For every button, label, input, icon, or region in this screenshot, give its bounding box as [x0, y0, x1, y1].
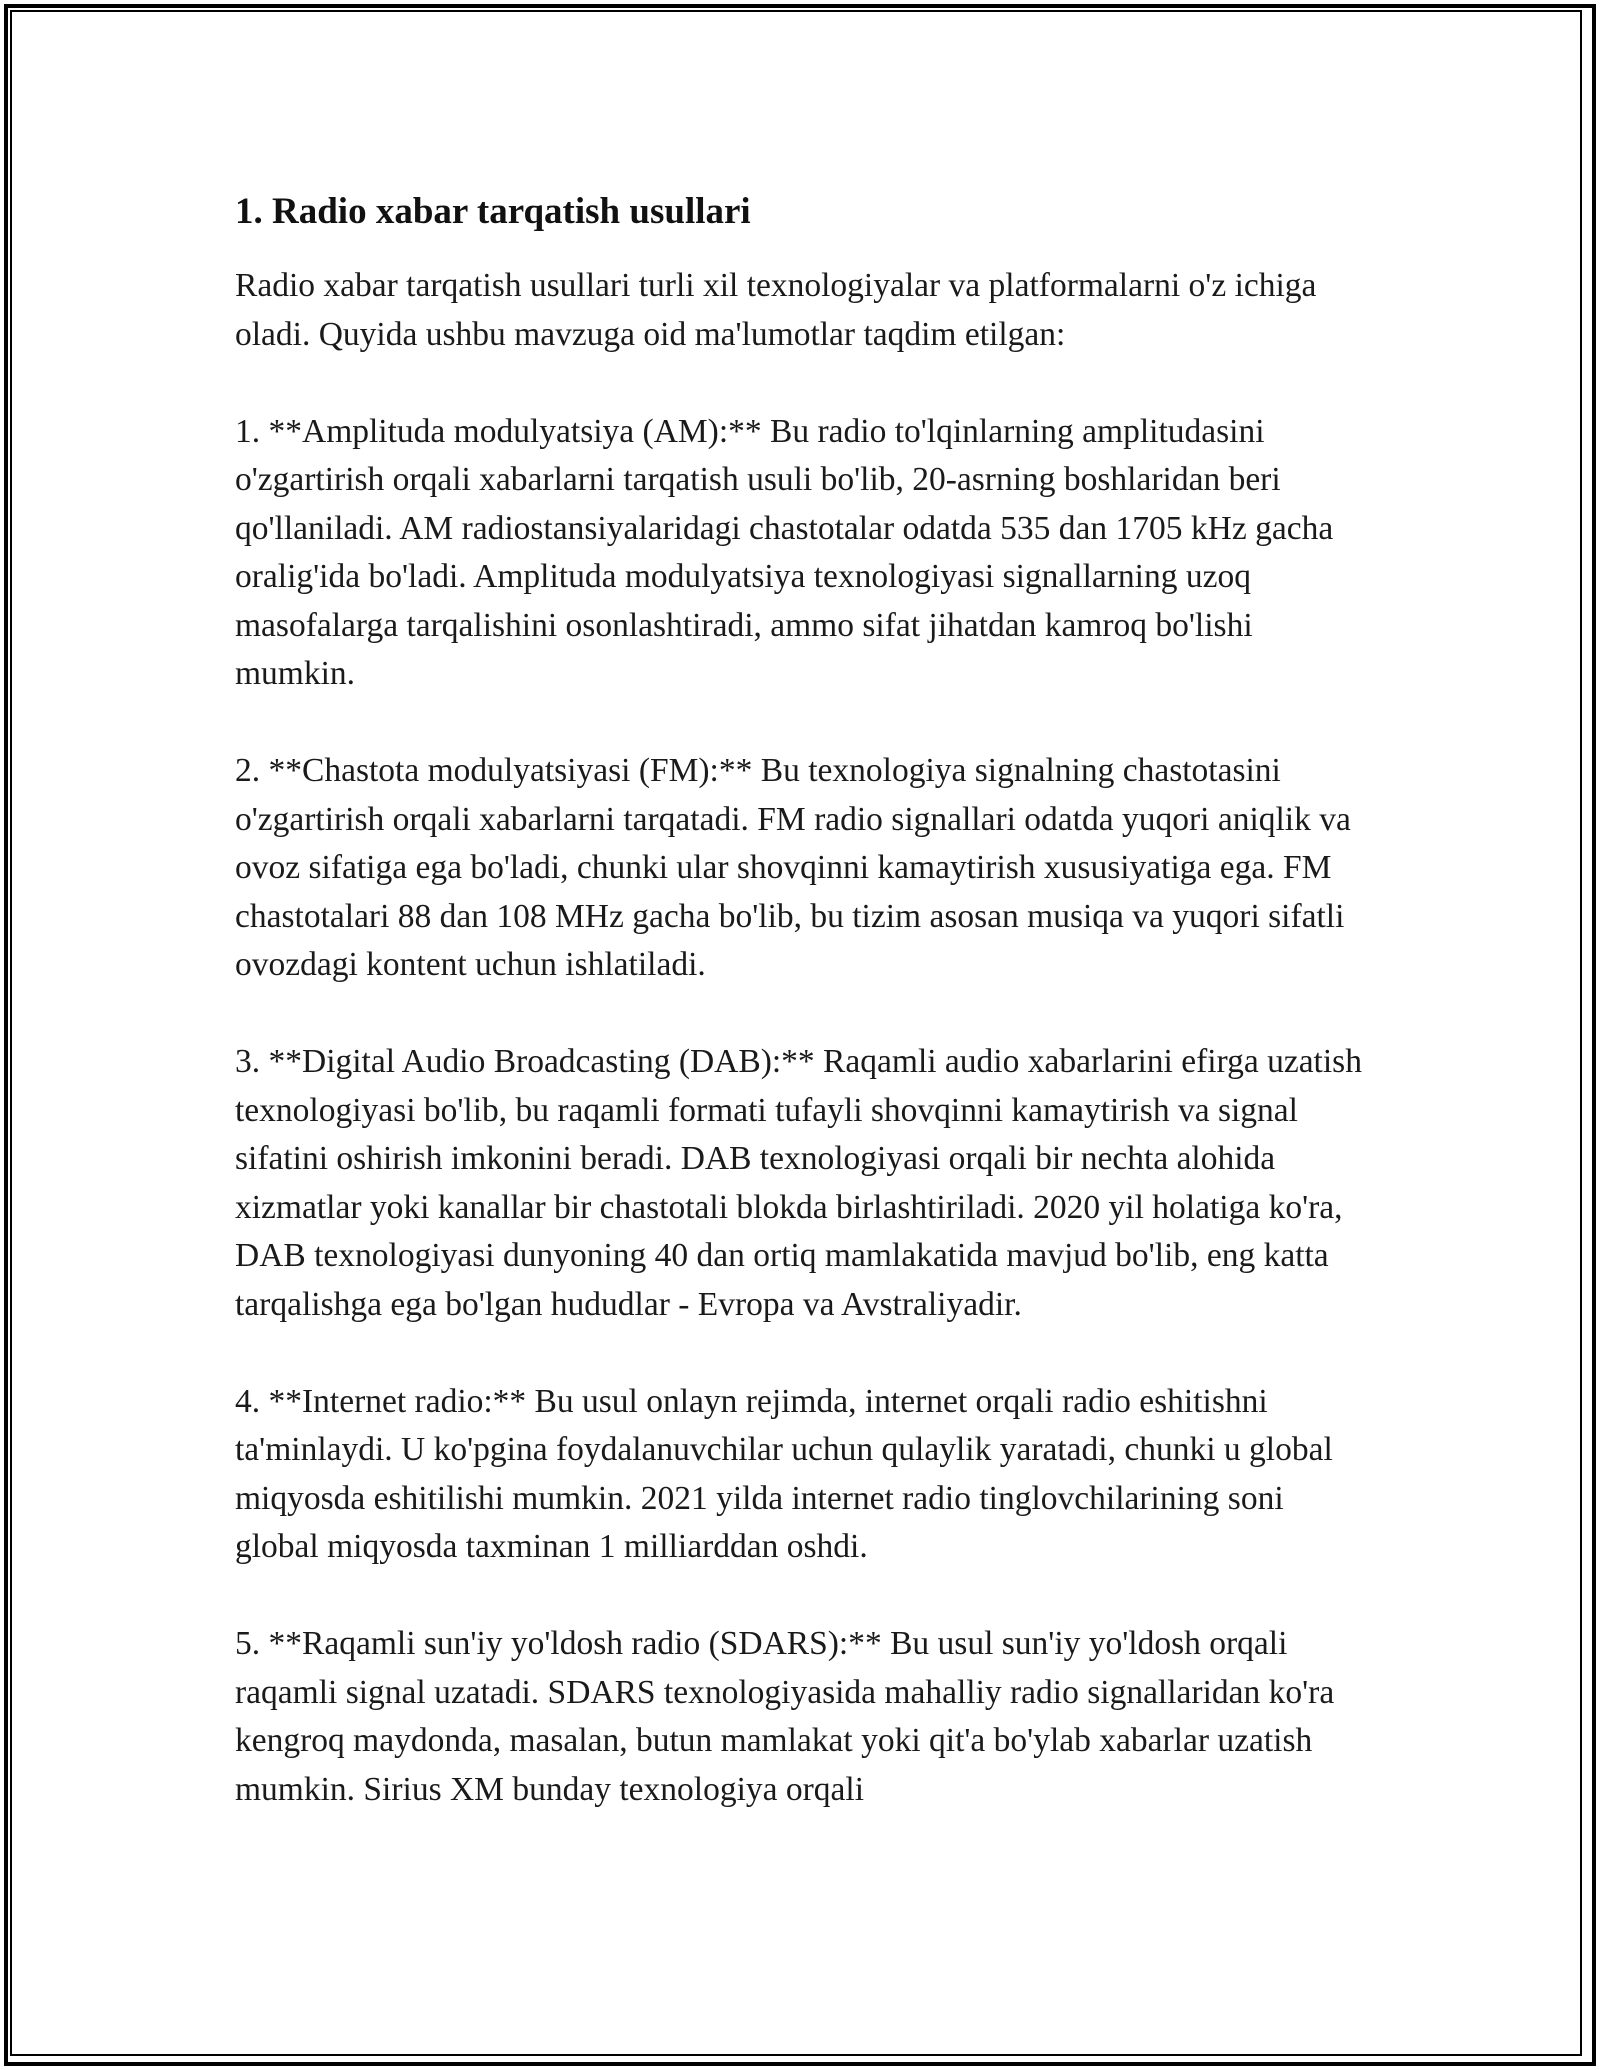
paragraph-am: 1. **Amplituda modulyatsiya (AM):** Bu radio to'lqinlarning amplitudasini o'zgartirish orqali xabarlarni tarqatish usuli bo'lib, 20-asrning boshlaridan beri qo'llaniladi. AM radiostansiyalaridagi chastotalar odatda 535 dan 1705 kHz gacha oralig'ida bo'ladi. Amplituda modulyatsiya texnologiyasi signallarning uzoq masofalarga tarqalishini osonlashtiradi, ammo sifat jihatdan kamroq bo'lishi mumkin.	[235, 412, 1334, 692]
paragraph-internet-radio: 4. **Internet radio:** Bu usul onlayn rejimda, internet orqali radio eshitishni ta'minlaydi. U ko'pgina foydalanuvchilar uchun qulaylik yaratadi, chunki u global miqyosda eshitilishi mumkin. 2021 yilda internet radio tinglovchilarining soni global miqyosda taxminan 1 milliarddan oshdi.	[235, 1382, 1333, 1565]
paragraph-sdars: 5. **Raqamli sun'iy yo'ldosh radio (SDARS):** Bu usul sun'iy yo'ldosh orqali raqamli signal uzatadi. SDARS texnologiyasida mahalliy radio signallaridan ko'ra kengroq maydonda, masalan, butun mamlakat yoki qit'a bo'ylab xabarlar uzatish mumkin. Sirius XM bunday texnologiya orqali	[235, 1625, 1335, 1808]
intro-paragraph: Radio xabar tarqatish usullari turli xil texnologiyalar va platformalarni o'z ichiga oladi. Quyida ushbu mavzuga oid ma'lumotlar taqdim etilgan:	[235, 267, 1317, 353]
document-body	[235, 188, 1375, 1814]
paragraph-dab: 3. **Digital Audio Broadcasting (DAB):** Raqamli audio xabarlarini efirga uzatish texnologiyasi bo'lib, bu raqamli formati tufayli shovqinni kamaytirish va signal sifatini oshirish imkonini beradi. DAB texnologiyasi orqali bir nechta alohida xizmatlar yoki kanallar bir chastotali blokda birlashtiriladi. 2020 yil holatiga ko'ra, DAB texnologiyasi dunyoning 40 dan ortiq mamlakatida mavjud bo'lib, eng katta tarqalishga ega bo'lgan hududlar - Evropa va Avstraliyadir.	[235, 1043, 1362, 1323]
paragraph-fm: 2. **Chastota modulyatsiyasi (FM):** Bu texnologiya signalning chastotasini o'zgartirish orqali xabarlarni tarqatadi. FM radio signallari odatda yuqori aniqlik va ovoz sifatiga ega bo'ladi, chunki ular shovqinni kamaytirish xususiyatiga ega. FM chastotalari 88 dan 108 MHz gacha bo'lib, bu tizim asosan musiqa va yuqori sifatli ovozdagi kontent uchun ishlatiladi.	[235, 752, 1351, 983]
section-heading: 1. Radio xabar tarqatish usullari	[235, 191, 751, 232]
